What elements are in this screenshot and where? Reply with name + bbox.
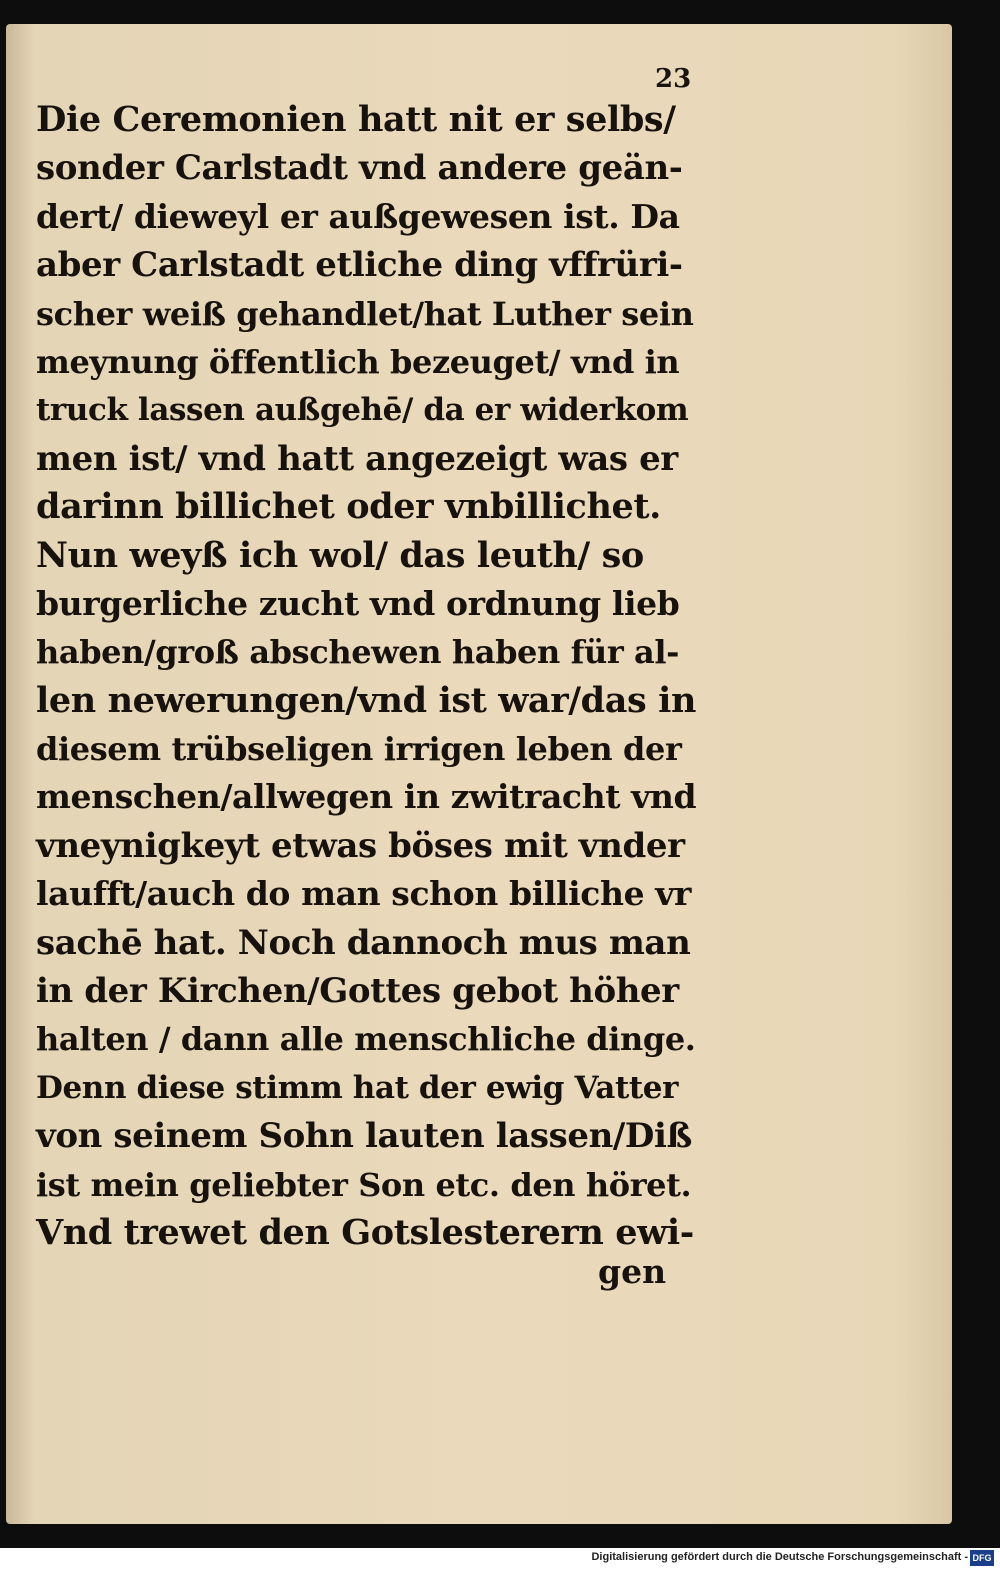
text-line: ist mein geliebter Son etc. den höret. (36, 1165, 692, 1204)
page-number: 23 (655, 64, 692, 94)
text-line: sachē hat. Noch dannoch mus man (36, 922, 691, 963)
text-line: in der Kirchen/Gottes gebot höher (36, 971, 679, 1012)
funding-credit: Digitalisierung gefördert durch die Deutsche Forschungsgemeinschaft - (591, 1551, 968, 1563)
text-line: diesem trübseligen irrigen leben der (36, 730, 682, 769)
text-line: haben/groß abschewen haben für al- (36, 633, 680, 672)
text-line: Denn diese stimm hat der ewig Vatter (36, 1069, 679, 1106)
text-line: darinn billichet oder vnbillichet. (36, 486, 661, 528)
text-line: halten / dann alle menschliche dinge. (36, 1020, 696, 1059)
text-line: burgerliche zucht vnd ordnung lieb (36, 583, 680, 623)
page-text (36, 96, 696, 1257)
text-line: aber Carlstadt etliche ding vffrüri- (36, 245, 683, 286)
text-line: truck lassen außgehē/ da er widerkom (36, 392, 689, 429)
text-line: Vnd trewet den Gotslesterern ewi- (36, 1211, 694, 1253)
catchword: gen (598, 1252, 667, 1291)
text-line: laufft/auch do man schon billiche vr (36, 874, 692, 914)
text-line: Nun weyß ich wol/ das leuth/ so (36, 534, 644, 576)
text-line: menschen/allwegen in zwitracht vnd (36, 777, 697, 817)
text-line: sonder Carlstadt vnd andere geän- (36, 148, 683, 189)
text-line: vneynigkeyt etwas böses mit vnder (36, 825, 685, 866)
text-line: men ist/ vnd hatt angezeigt was er (36, 438, 678, 479)
text-line: Die Ceremonien hatt nit er selbs/ (36, 99, 676, 140)
dfg-logo: DFG (970, 1550, 994, 1566)
text-line: von seinem Sohn lauten lassen/Diß (36, 1116, 692, 1157)
text-line: meynung öffentlich bezeuget/ vnd in (36, 342, 680, 381)
text-line: len newerungen/vnd ist war/das in (36, 679, 697, 721)
text-line: scher weiß gehandlet/hat Luther sein (36, 294, 694, 333)
text-line: dert/ dieweyl er außgewesen ist. Da (36, 196, 680, 236)
